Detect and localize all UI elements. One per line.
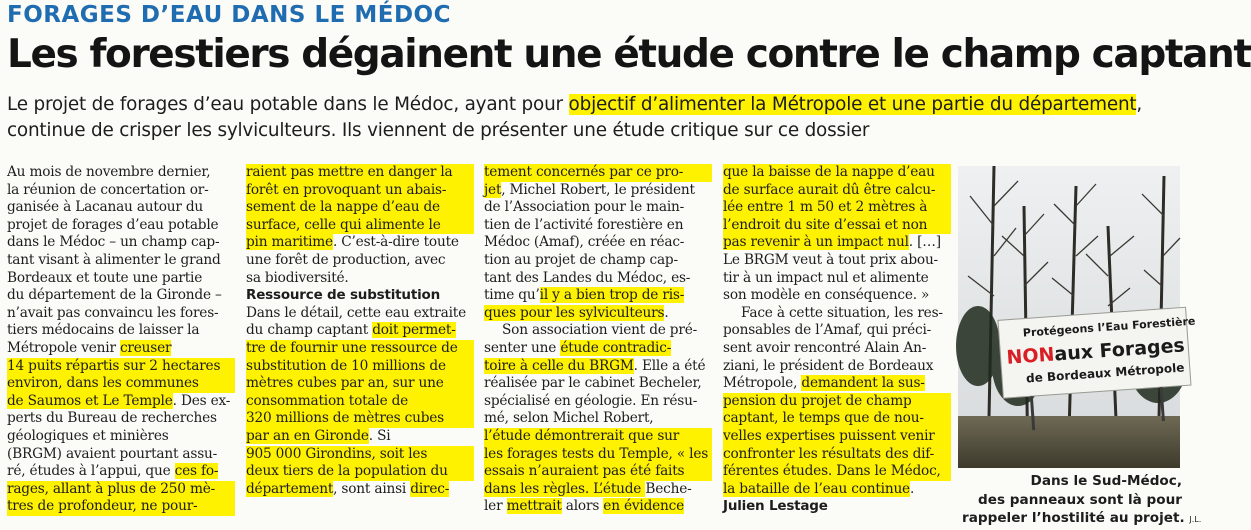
text-highlight: direc- bbox=[410, 480, 450, 497]
text-line: Médoc (Amaf), créée en réac- bbox=[484, 234, 685, 251]
text-highlight: mètres cubes par an, sur une bbox=[246, 375, 474, 393]
forest-sign-photo bbox=[958, 166, 1196, 468]
text-line: Le BRGM veut à tout prix abou- bbox=[723, 251, 938, 268]
text-line: Dans le détail, cette eau extraite bbox=[246, 304, 466, 321]
caption-line: des panneaux sont là pour bbox=[978, 491, 1182, 508]
text-line bbox=[484, 358, 712, 376]
text-highlight: sement de la nappe d’eau de bbox=[246, 199, 474, 217]
text-highlight: surface, celle qui alimente le bbox=[246, 217, 474, 235]
caption-text: rappeler l’hostilité au projet. bbox=[962, 510, 1185, 526]
text-line: ziani, le président de Bordeaux bbox=[723, 357, 934, 374]
text-highlight: consommation totale de bbox=[246, 393, 474, 411]
text-highlight: velles expertises puissent venir bbox=[723, 428, 951, 446]
text-line: du département de la Gironde – bbox=[7, 287, 222, 304]
article-column-3 bbox=[484, 164, 712, 530]
text-highlight: l’étude démontrerait que sur bbox=[484, 428, 712, 446]
text-highlight: 320 millions de mètres cubes bbox=[246, 410, 474, 428]
text-line: une forêt de production, avec bbox=[246, 251, 446, 268]
text-highlight: l’endroit du site d’essai et non bbox=[723, 217, 951, 235]
text-part: . bbox=[909, 480, 915, 497]
sign-line-1: Protégeons l’Eau Forestière bbox=[1022, 314, 1196, 340]
text-part: Beche- bbox=[645, 480, 692, 497]
section-kicker: FORAGES D’EAU DANS LE MÉDOC bbox=[7, 2, 451, 28]
text-part: , Michel Robert, le président bbox=[501, 181, 695, 198]
text-line bbox=[484, 305, 712, 323]
text-line bbox=[7, 463, 235, 481]
text-line: ganisée à Lacanau autour du bbox=[7, 199, 204, 216]
text-line: sent avoir rencontré Alain An- bbox=[723, 339, 927, 356]
text-line: Bordeaux et toute une partie bbox=[7, 269, 203, 286]
text-line bbox=[246, 481, 474, 499]
text-line bbox=[484, 481, 712, 499]
lead-highlight: objectif d’alimenter la Métropole et une partie du département bbox=[568, 94, 1137, 115]
text-part: Métropole venir bbox=[7, 339, 120, 356]
text-highlight: essais n’auraient pas été faits bbox=[484, 463, 712, 481]
text-part: . […] bbox=[908, 234, 941, 251]
text-highlight: toire à celle du BRGM bbox=[484, 357, 634, 374]
lead-text: Le projet de forages d’eau potable dans le Médoc, ayant pour bbox=[7, 94, 569, 115]
text-highlight: dans les règles. L’étude bbox=[484, 480, 646, 497]
text-line bbox=[246, 428, 474, 446]
text-line: tien de l’activité forestière en bbox=[484, 216, 684, 233]
text-highlight: tement concernés par ce pro- bbox=[484, 164, 712, 182]
text-highlight: 905 000 Girondins, soit les bbox=[246, 446, 474, 464]
text-highlight: que la baisse de la nappe d’eau bbox=[723, 164, 951, 182]
text-part: . Si bbox=[368, 427, 391, 444]
text-line: mé, selon Michel Robert, bbox=[484, 410, 654, 427]
text-line: Son association vient de pré- bbox=[502, 322, 698, 339]
text-highlight: tres de profondeur, ne pour- bbox=[7, 498, 235, 516]
text-highlight: deux tiers de la population du bbox=[246, 463, 474, 481]
text-highlight: ces fo- bbox=[174, 463, 219, 480]
text-line: perts du Bureau de recherches bbox=[7, 410, 217, 427]
text-highlight: la bataille de l’eau continue bbox=[723, 480, 910, 497]
photo-credit: J.L. bbox=[1189, 515, 1202, 524]
text-line bbox=[7, 340, 235, 358]
text-highlight: mettrait bbox=[506, 498, 562, 515]
text-line bbox=[484, 498, 712, 516]
article-photo bbox=[958, 166, 1196, 468]
text-highlight: pin maritime bbox=[246, 234, 333, 251]
text-part: . Des ex- bbox=[172, 392, 231, 409]
text-part: Métropole, bbox=[723, 375, 802, 392]
text-highlight: 14 puits répartis sur 2 hectares bbox=[7, 358, 235, 376]
text-highlight: département bbox=[246, 480, 334, 497]
article-column-1 bbox=[7, 164, 235, 530]
text-highlight: férentes études. Dans le Médoc, bbox=[723, 463, 951, 481]
sign-no-word: NON bbox=[1005, 343, 1056, 369]
text-highlight: confronter les résultats des dif- bbox=[723, 446, 951, 464]
text-part: . Elle a été bbox=[633, 357, 706, 374]
text-highlight: rages, allant à plus de 250 mè- bbox=[7, 481, 235, 499]
text-highlight: demandent la sus- bbox=[801, 375, 925, 392]
text-line bbox=[484, 340, 712, 358]
text-highlight: en évidence bbox=[603, 498, 685, 515]
text-line: spécialisé en géologie. En résu- bbox=[484, 392, 698, 409]
text-line bbox=[723, 481, 951, 499]
text-highlight: de surface aurait dû être calcu- bbox=[723, 182, 951, 200]
text-line: tant visant à alimenter le grand bbox=[7, 251, 221, 268]
lead-paragraph bbox=[7, 92, 1179, 144]
lead-text: , bbox=[1136, 94, 1143, 115]
text-highlight: pas revenir à un impact nul bbox=[723, 234, 909, 251]
headline: Les forestiers dégainent une étude contre le champ captant bbox=[7, 32, 1251, 77]
text-highlight: pension du projet de champ bbox=[723, 393, 951, 411]
text-line: Au mois de novembre dernier, bbox=[7, 164, 211, 180]
text-line bbox=[484, 287, 712, 305]
text-line: géologiques et minières bbox=[7, 427, 169, 444]
article-column-2 bbox=[246, 164, 474, 530]
caption-line bbox=[962, 509, 1202, 530]
text-line: ponsables de l’Amaf, qui préci- bbox=[723, 322, 932, 339]
text-highlight: jet bbox=[484, 181, 502, 198]
text-part: senter une bbox=[484, 339, 561, 356]
text-line: tion au projet de champ cap- bbox=[484, 251, 678, 268]
caption-line: Dans le Sud-Médoc, bbox=[1030, 473, 1182, 489]
text-line: (BRGM) avaient pourtant assu- bbox=[7, 445, 218, 462]
text-part: , sont ainsi bbox=[333, 480, 411, 497]
text-line: réalisée par le cabinet Becheler, bbox=[484, 375, 702, 392]
text-line bbox=[484, 182, 712, 200]
text-line: tir à un impact nul et alimente bbox=[723, 269, 929, 286]
subheading: Ressource de substitution bbox=[246, 287, 440, 304]
text-part: ler bbox=[484, 498, 507, 515]
text-line: projet de forages d’eau potable bbox=[7, 216, 219, 233]
text-part: alors bbox=[561, 498, 604, 515]
text-highlight: par an en Gironde bbox=[246, 427, 369, 444]
sign-line-3: de Bordeaux Métropole bbox=[1025, 360, 1185, 386]
text-highlight: ques pour les sylviculteurs bbox=[484, 304, 665, 321]
text-part: time qu’ bbox=[484, 287, 540, 304]
text-highlight: doit permet- bbox=[372, 322, 456, 339]
text-line: tant des Landes du Médoc, es- bbox=[484, 269, 691, 286]
sign-line-2: aux Forages bbox=[1053, 334, 1186, 366]
text-line: de l’Association pour le main- bbox=[484, 199, 685, 216]
text-highlight: substitution de 10 millions de bbox=[246, 358, 474, 376]
article-column-4 bbox=[723, 164, 951, 530]
text-highlight: de Saumos et Le Temple bbox=[7, 392, 173, 409]
text-line bbox=[7, 393, 235, 411]
text-part: du champ captant bbox=[246, 322, 373, 339]
text-line bbox=[723, 234, 951, 252]
lead-line: continue de crisper les sylviculteurs. Ils viennent de présenter une étude critique sur ce dossier bbox=[7, 120, 870, 141]
text-highlight: tre de fournir une ressource de bbox=[246, 340, 474, 358]
text-line: son modèle en conséquence. » bbox=[723, 287, 930, 304]
text-highlight: les forages tests du Temple, « les bbox=[484, 446, 712, 464]
text-line bbox=[723, 375, 951, 393]
text-part: . bbox=[664, 304, 669, 321]
text-line: la réunion de concertation or- bbox=[7, 181, 209, 198]
text-part: . C’est-à-dire toute bbox=[332, 234, 459, 251]
text-line bbox=[246, 322, 474, 340]
text-highlight: raient pas mettre en danger la bbox=[246, 164, 474, 182]
lead-line bbox=[7, 92, 1179, 118]
text-part: ré, études à l’appui, que bbox=[7, 463, 175, 480]
text-line: dans le Médoc – un champ cap- bbox=[7, 234, 220, 251]
text-highlight: captant, le temps que de nou- bbox=[723, 410, 951, 428]
author-signature: Julien Lestage bbox=[723, 498, 828, 515]
text-highlight: creuser bbox=[119, 339, 172, 356]
text-line: Face à cette situation, les res- bbox=[741, 304, 943, 321]
text-highlight: forêt en provoquant un abais- bbox=[246, 182, 474, 200]
text-highlight: étude contradic- bbox=[560, 339, 672, 356]
text-highlight: lée entre 1 m 50 et 2 mètres à bbox=[723, 199, 951, 217]
text-line: sa biodiversité. bbox=[246, 269, 349, 286]
text-line: tiers médocains de laisser la bbox=[7, 322, 200, 339]
text-highlight: environ, dans les communes bbox=[7, 375, 235, 393]
text-highlight: il y a bien trop de ris- bbox=[539, 287, 685, 304]
text-line: n’avait pas convaincu les fores- bbox=[7, 304, 219, 321]
photo-caption bbox=[962, 472, 1202, 530]
text-line bbox=[246, 234, 474, 252]
